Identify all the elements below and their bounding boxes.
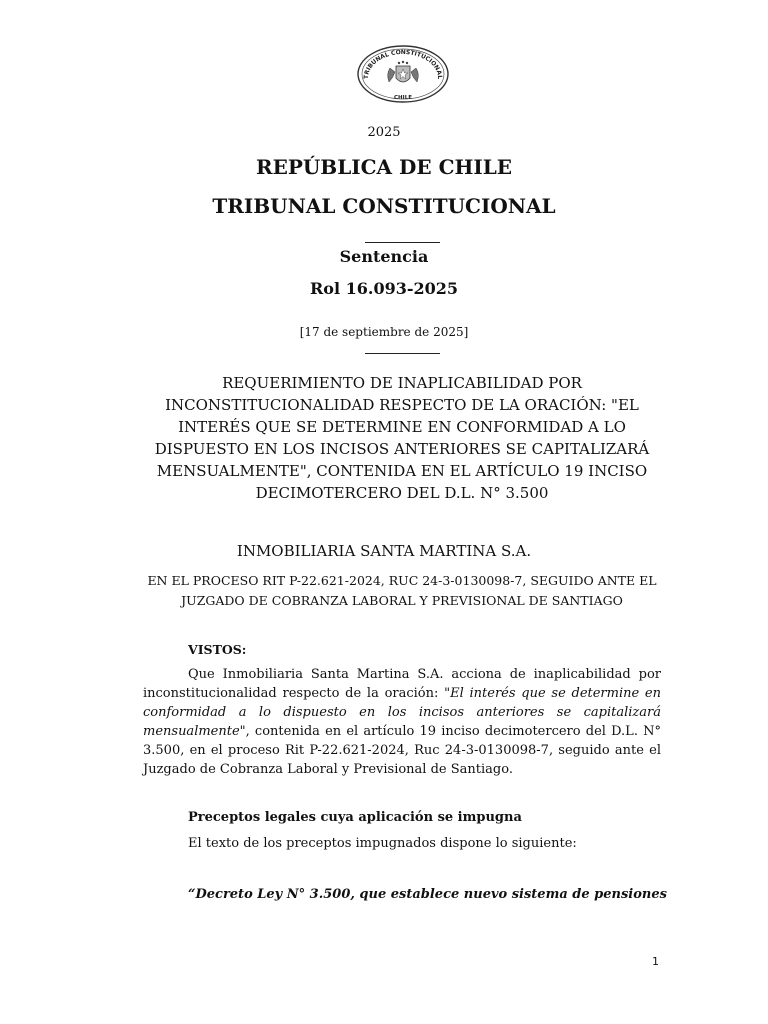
vistos-quote: El interés que se determine en conformidad a lo dispuesto en los incisos anteriores se capitalizará mensualmente [143,686,662,739]
page-number: 1 [652,955,659,968]
vistos-text-start: Que Inmobiliaria Santa Martina S.A. acciona de inaplicabilidad por inconstitucionalidad respecto de la oración: " [143,667,661,701]
republic-title: REPÚBLICA DE CHILE [255,155,513,179]
document-type: Sentencia [339,247,429,266]
process-description: EN EL PROCESO RIT P-22.621-2024, RUC 24-3-0130098-7, SEGUIDO ANTE EL JUZGADO DE COBRANZA LABORAL Y PREVISIONAL DE SANTIAGO [147,573,657,608]
tribunal-title: TRIBUNAL CONSTITUCIONAL [212,194,556,218]
decree-title: “Decreto Ley N° 3.500, que establece nuevo sistema de pensiones [188,887,667,902]
case-rol: Rol 16.093-2025 [309,279,459,298]
document-year: 2025 [367,125,401,140]
vistos-heading: VISTOS: [188,642,247,657]
company-name: INMOBILIARIA SANTA MARTINA S.A. [236,542,532,560]
seal-text-top: TRIBUNAL CONSTITUCIONAL [362,48,444,80]
tribunal-seal-icon [356,44,450,104]
preceptos-heading: Preceptos legales cuya aplicación se impugna [188,810,522,825]
vistos-text-end: ", contenida en el artículo 19 inciso decimotercero del D.L. N° 3.500, en el proceso Rit P-22.621-2024, Ruc 24-3-0130098-7, seguido ante el Juzgado de Cobranza Laboral y Previsional de Santiago. [143,724,661,777]
divider-top [365,242,440,243]
sentence-date: [17 de septiembre de 2025] [299,325,469,339]
vistos-paragraph [143,665,661,779]
seal-text-bottom: CHILE [394,95,412,101]
preceptos-text: El texto de los preceptos impugnados dispone lo siguiente: [188,836,577,851]
divider-bottom [365,353,440,354]
requirement-title: REQUERIMIENTO DE INAPLICABILIDAD POR INCONSTITUCIONALIDAD RESPECTO DE LA ORACIÓN: "EL INTERÉS QUE SE DETERMINE EN CONFORMIDAD A LO DISPUESTO EN LOS INCISOS ANTERIORES SE CAPITALIZARÁ MENSUALMENTE", CONTENIDA EN EL ARTÍCULO 19 INCISO DECIMOTERCERO DEL D.L. N° 3.500 [154,374,650,502]
